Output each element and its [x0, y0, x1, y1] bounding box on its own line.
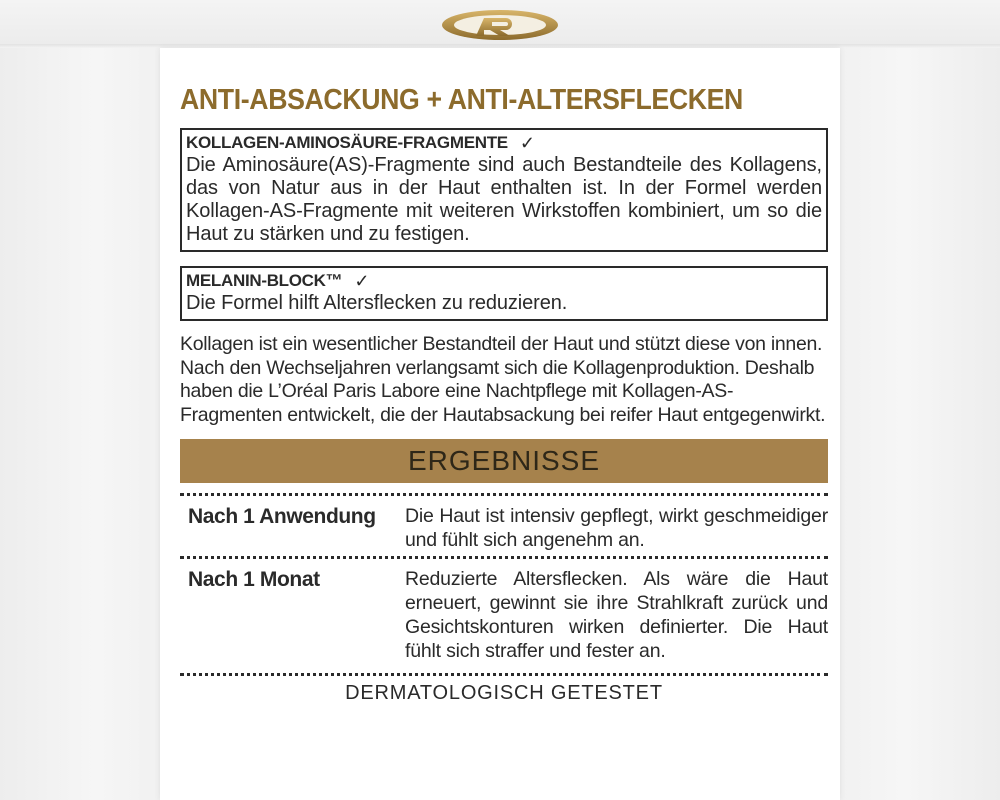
brand-logo-icon — [440, 8, 560, 42]
melanin-box-text: Die Formel hilft Altersflecken zu reduzieren. — [186, 292, 568, 314]
result-row — [180, 559, 828, 667]
result-row-text: Reduzierte Altersflecken. Als wäre die Haut erneuert, gewinnt sie ihre Strahlkraft zurück und Gesichtskonturen wirken definierter. Die Haut fühlt sich straffer und fester an. — [405, 568, 828, 662]
collagen-box-text: Die Aminosäure(AS)-Fragmente sind auch Bestandteile des Kollagens, das von Natur aus in der Haut enthalten ist. In der Formel werden Kollagen-AS-Fragmente mit weiteren Wirkstoffen kombiniert, um so die Haut zu stärken und zu festigen. — [186, 154, 822, 245]
result-row-label: Nach 1 Monat — [188, 568, 320, 591]
headline: ANTI-ABSACKUNG + ANTI-ALTERSFLECKEN — [180, 84, 743, 116]
result-row — [180, 496, 828, 556]
melanin-box — [180, 266, 828, 321]
melanin-box-title: MELANIN-BLOCK™ — [186, 271, 343, 290]
check-icon: ✓ — [354, 271, 370, 291]
check-icon: ✓ — [519, 133, 535, 153]
result-row-label: Nach 1 Anwendung — [188, 505, 376, 528]
results-header — [180, 439, 828, 483]
footer-note: DERMATOLOGISCH GETESTET — [345, 682, 663, 704]
results-title: ERGEBNISSE — [407, 445, 601, 476]
collagen-box-title: KOLLAGEN-AMINOSÄURE-FRAGMENTE — [186, 133, 508, 152]
divider — [180, 673, 828, 676]
collagen-box — [180, 128, 828, 252]
melanin-box-title-row — [186, 270, 822, 292]
collagen-box-title-row — [186, 132, 822, 154]
result-row-text: Die Haut ist intensiv gepflegt, wirkt geschmeidiger und fühlt sich angenehm an. — [405, 505, 828, 551]
box-side-left — [0, 48, 160, 800]
content-area — [180, 80, 828, 705]
box-side-right — [840, 48, 1000, 800]
description-paragraph: Kollagen ist ein wesentlicher Bestandteil der Haut und stützt diese von innen. Nach den Wechseljahren verlangsamt sich die Kollagenproduktion. Deshalb haben die L’Oréal Paris Labore eine Nachtpflege mit Kollagen-AS-Fragmenten entwickelt, die der Hautabsackung bei reifer Haut entgegenwirkt. — [180, 333, 826, 426]
